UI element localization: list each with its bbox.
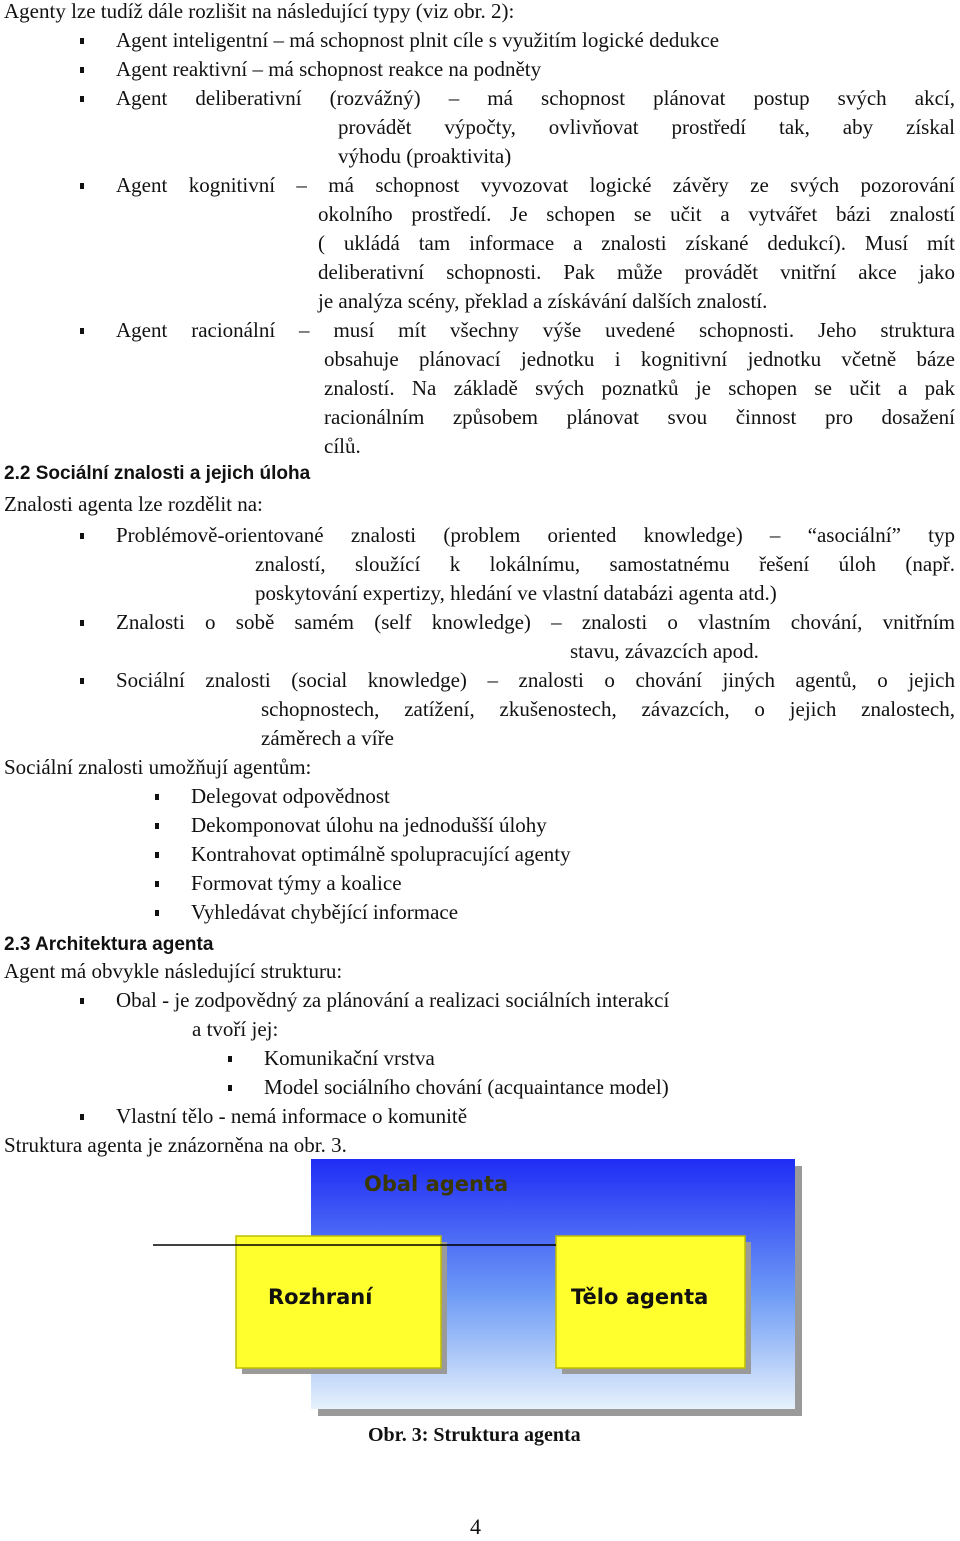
knowledge-intro: Znalosti agenta lze rozdělit na: xyxy=(4,492,263,516)
agent-type-cognitive-line-2: okolního prostředí. Je schopen se učit a vytvářet bázi znalostí xyxy=(318,202,955,226)
structure-telo: Vlastní tělo - nemá informace o komunitě xyxy=(116,1104,468,1128)
knowledge-social-line-2: schopnostech, zatížení, zkušenostech, závazcích, o jejich znalostech, xyxy=(261,697,955,721)
figure-reference: Struktura agenta je znázorněna na obr. 3. xyxy=(4,1133,347,1157)
structure-intro: Agent má obvykle následující strukturu: xyxy=(4,959,343,983)
section-heading-2-2: 2.2 Sociální znalosti a jejich úloha xyxy=(4,463,311,484)
agent-type-rational-line-2: obsahuje plánovací jednotku i kognitivní jednotku včetně báze xyxy=(324,347,955,371)
agent-type-cognitive-line-3: ( ukládá tam informace a znalosti získané dedukcí). Musí mít xyxy=(318,231,955,255)
agent-type-rational-line-3: znalostí. Na základě svých poznatků je schopen se učit a pak xyxy=(324,376,955,400)
enables-intro: Sociální znalosti umožňují agentům: xyxy=(4,755,312,779)
intro-text: Agenty lze tudíž dále rozlišit na následující typy (viz obr. 2): xyxy=(4,0,515,23)
knowledge-self-line-2: stavu, závazcích apod. xyxy=(570,639,759,663)
structure-obal-sub-item: Komunikační vrstva xyxy=(264,1046,435,1070)
agent-type-rational-line-5: cílů. xyxy=(324,434,361,458)
structure-obal-line-2: a tvoří jej: xyxy=(192,1017,279,1041)
page-number: 4 xyxy=(470,1514,481,1539)
outer-box-label: Obal agenta xyxy=(364,1172,509,1196)
agent-type-cognitive-line-4: deliberativní schopnosti. Pak může provádět vnitřní akce jako xyxy=(318,260,955,284)
agent-type-reactive: Agent reaktivní – má schopnost reakce na podněty xyxy=(116,57,542,81)
knowledge-self-line-1: Znalosti o sobě samém (self knowledge) – znalosti o vlastním chování, vnitřním xyxy=(116,610,955,634)
agent-type-intelligent: Agent inteligentní – má schopnost plnit cíle s využitím logické dedukce xyxy=(116,28,720,52)
knowledge-social-line-3: záměrech a víře xyxy=(261,726,394,750)
knowledge-problem-line-1: Problémově-orientované znalosti (problem oriented knowledge) – “asociální” typ xyxy=(116,523,955,547)
enables-item: Kontrahovat optimálně spolupracující agenty xyxy=(191,842,571,866)
knowledge-problem-line-3: poskytování expertizy, hledání ve vlastní databázi agenta atd.) xyxy=(255,581,777,605)
agent-type-cognitive-line-5: je analýza scény, překlad a získávání dalších znalostí. xyxy=(318,289,768,313)
knowledge-problem-line-2: znalostí, sloužící k lokálnímu, samostatnému řešení úloh (např. xyxy=(255,552,955,576)
enables-item: Dekomponovat úlohu na jednodušší úlohy xyxy=(191,813,547,837)
enables-item: Vyhledávat chybějící informace xyxy=(191,900,459,924)
enables-item: Formovat týmy a koalice xyxy=(191,871,402,895)
figure-caption: Obr. 3: Struktura agenta xyxy=(368,1424,581,1446)
agent-type-deliberative-line-3: výhodu (proaktivita) xyxy=(338,144,512,168)
agent-type-deliberative-line-1: Agent deliberativní (rozvážný) – má schopnost plánovat postup svých akcí, xyxy=(116,86,955,110)
agent-type-rational-line-1: Agent racionální – musí mít všechny výše uvedené schopnosti. Jeho struktura xyxy=(116,318,955,342)
body-box-label: Tělo agenta xyxy=(571,1285,709,1309)
interface-box-label: Rozhraní xyxy=(268,1285,373,1309)
agent-type-deliberative-line-2: provádět výpočty, ovlivňovat prostředí tak, aby získal xyxy=(338,115,955,139)
enables-item: Delegovat odpovědnost xyxy=(191,784,390,808)
structure-obal-line-1: Obal - je zodpovědný za plánování a realizaci sociálních interakcí xyxy=(116,988,670,1012)
agent-type-rational-line-4: racionálním způsobem plánovat svou činnost pro dosažení xyxy=(324,405,955,429)
structure-obal-sub-item: Model sociálního chování (acquaintance model) xyxy=(264,1075,669,1099)
knowledge-social-line-1: Sociální znalosti (social knowledge) – znalosti o chování jiných agentů, o jejich xyxy=(116,668,955,692)
agent-type-cognitive-line-1: Agent kognitivní – má schopnost vyvozovat logické závěry ze svých pozorování xyxy=(116,173,955,197)
section-heading-2-3: 2.3 Architektura agenta xyxy=(4,934,214,955)
